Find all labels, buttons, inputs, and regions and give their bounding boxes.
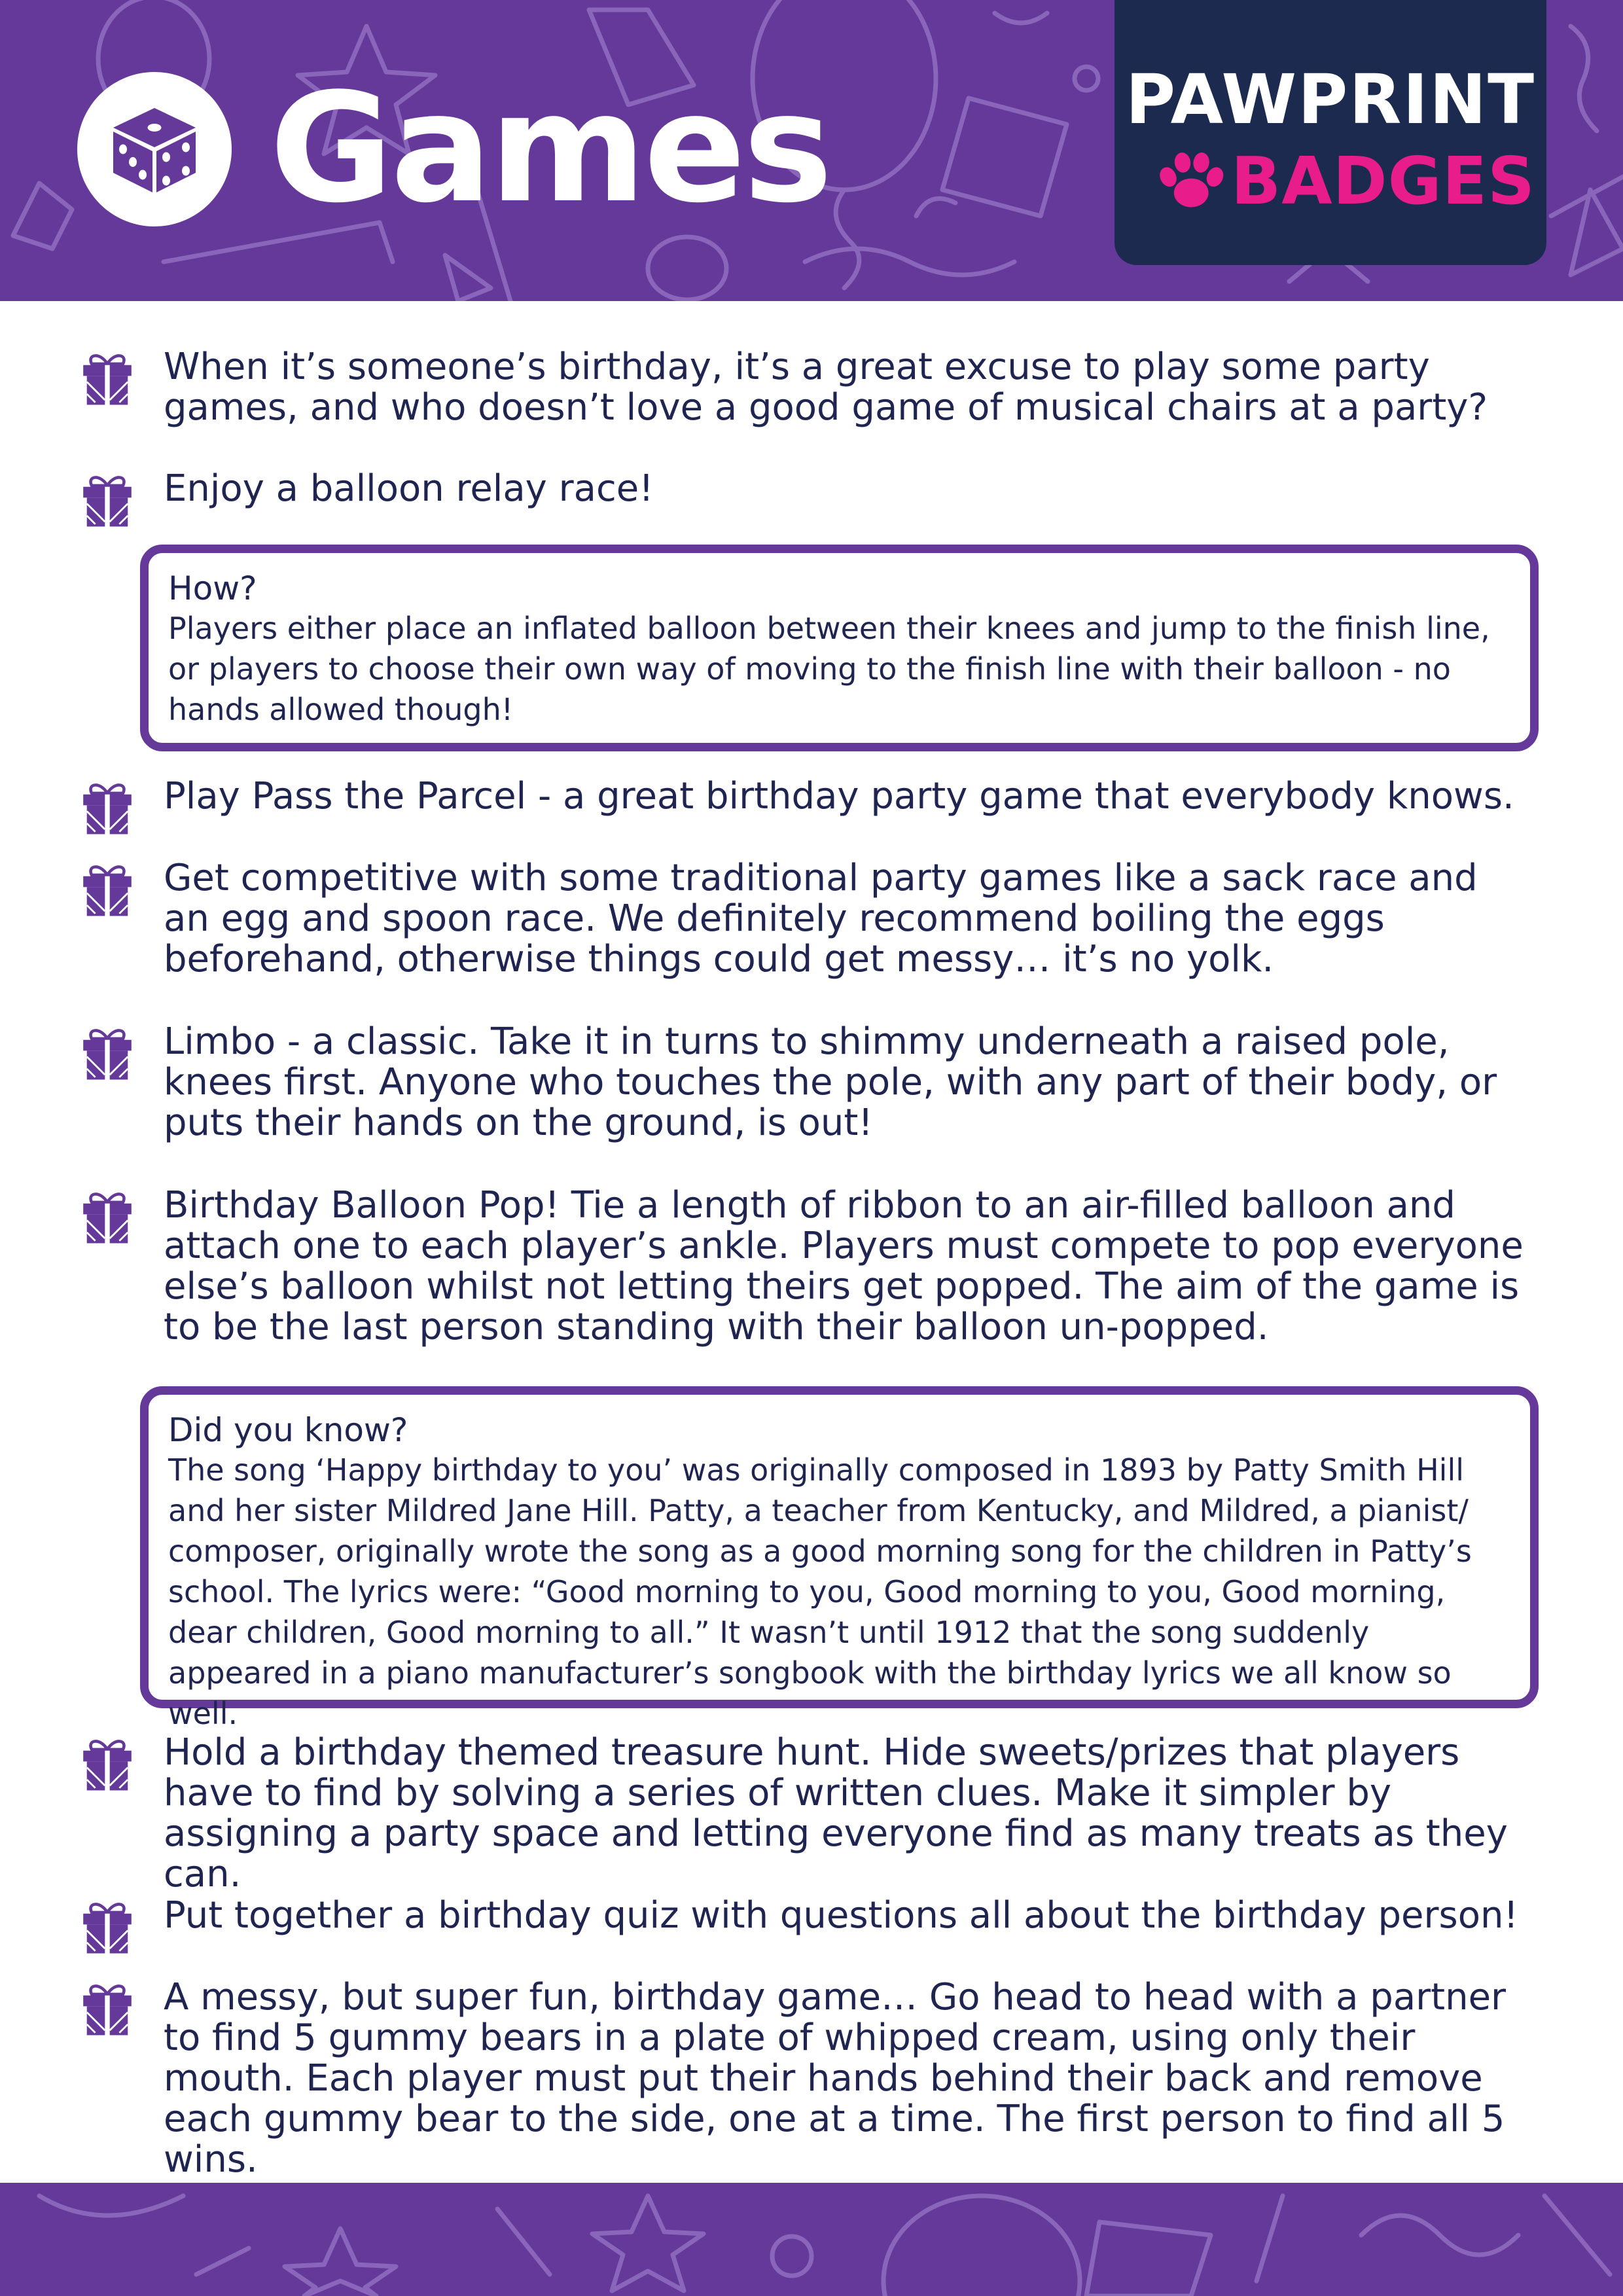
logo-line-pawprint: PAWPRINT [1125,60,1536,139]
item-text: Hold a birthday themed treasure hunt. Hide sweets/prizes that players have to find by solving a series of written clues. Make it simpler by assigning a party space and letting everyone find as many treats as they can. [164,1731,1508,1895]
did-you-know-title: Did you know? [168,1411,408,1449]
list-item [77,1977,1550,2180]
gift-icon [77,778,137,838]
gift-icon [77,470,137,530]
dice-icon [105,100,204,198]
header-banner [0,0,1623,301]
list-item [77,776,1550,838]
how-box [140,545,1539,751]
item-text: When it’s someone’s birthday, it’s a great excuse to play some party games, and who doesn’t love a good game of musical chairs at a party? [164,346,1488,429]
item-text: Play Pass the Parcel - a great birthday party game that everybody knows. [164,775,1514,817]
list-item [77,1732,1550,1895]
item-text: Get competitive with some traditional party games like a sack race and an egg and spoon race. We definitely recommend boiling the eggs beforehand, otherwise things could get messy… it’s no yolk. [164,857,1478,980]
item-text: Enjoy a balloon relay race! [164,467,654,510]
gift-icon [77,1023,137,1083]
pawprint-badges-logo [1115,0,1546,265]
page-title: Games [270,62,830,236]
list-item [77,1185,1550,1348]
gift-icon [77,859,137,920]
item-text: Limbo - a classic. Take it in turns to shimmy underneath a raised pole, knees first. Anyone who touches the pole, with any part of their body, or puts their hands on the ground, is out! [164,1020,1497,1144]
logo-line-badges: BADGES [1231,143,1536,219]
list-item [77,347,1550,428]
item-text: Birthday Balloon Pop! Tie a length of ribbon to an air-filled balloon and attach one to each player’s ankle. Players must compete to pop everyone else’s balloon whilst not letting theirs get popped. The aim of the game is to be the last person standing with their balloon un-popped. [164,1184,1524,1348]
dice-badge [77,72,232,226]
list-item [77,1895,1550,1957]
list-item [77,858,1550,980]
list-item [77,1022,1550,1143]
item-text: Put together a birthday quiz with questions all about the birthday person! [164,1894,1518,1937]
did-you-know-box [140,1386,1539,1731]
gift-icon [77,348,137,408]
paw-icon [1154,145,1226,217]
footer-banner [0,2183,1623,2296]
party-pattern-background [0,2183,1623,2296]
item-text: A messy, but super fun, birthday game… Go head to head with a partner to find 5 gummy bears in a plate of whipped cream, using only their mouth. Each player must put their hands behind their back and remove each gummy bear to the side, one at a time. The first person to find all 5 wins. [164,1976,1507,2181]
list-item [77,469,1550,530]
gift-icon [77,1979,137,2039]
gift-icon [77,1187,137,1247]
did-you-know-text: The song ‘Happy birthday to you’ was originally composed in 1893 by Patty Smith Hill and her sister Mildred Jane Hill. Patty, a teacher from Kentucky, and Mildred, a pianist/ composer, originally wrote the song as a good morning song for the children in Patty’s school. The lyrics were: “Good morning to you, Good morning to you, Good morning, dear children, Good morning to all.” It wasn’t until 1912 that the song suddenly appeared in a piano manufacturer’s songbook with the birthday lyrics we all know so well. [168,1452,1472,1731]
gift-icon [77,1897,137,1957]
how-box-text: Players either place an inflated balloon between their knees and jump to the finish line, or players to choose their own way of moving to the finish line with their balloon - no hands allowed though! [168,611,1490,727]
how-box-title: How? [168,569,257,607]
gift-icon [77,1734,137,1794]
